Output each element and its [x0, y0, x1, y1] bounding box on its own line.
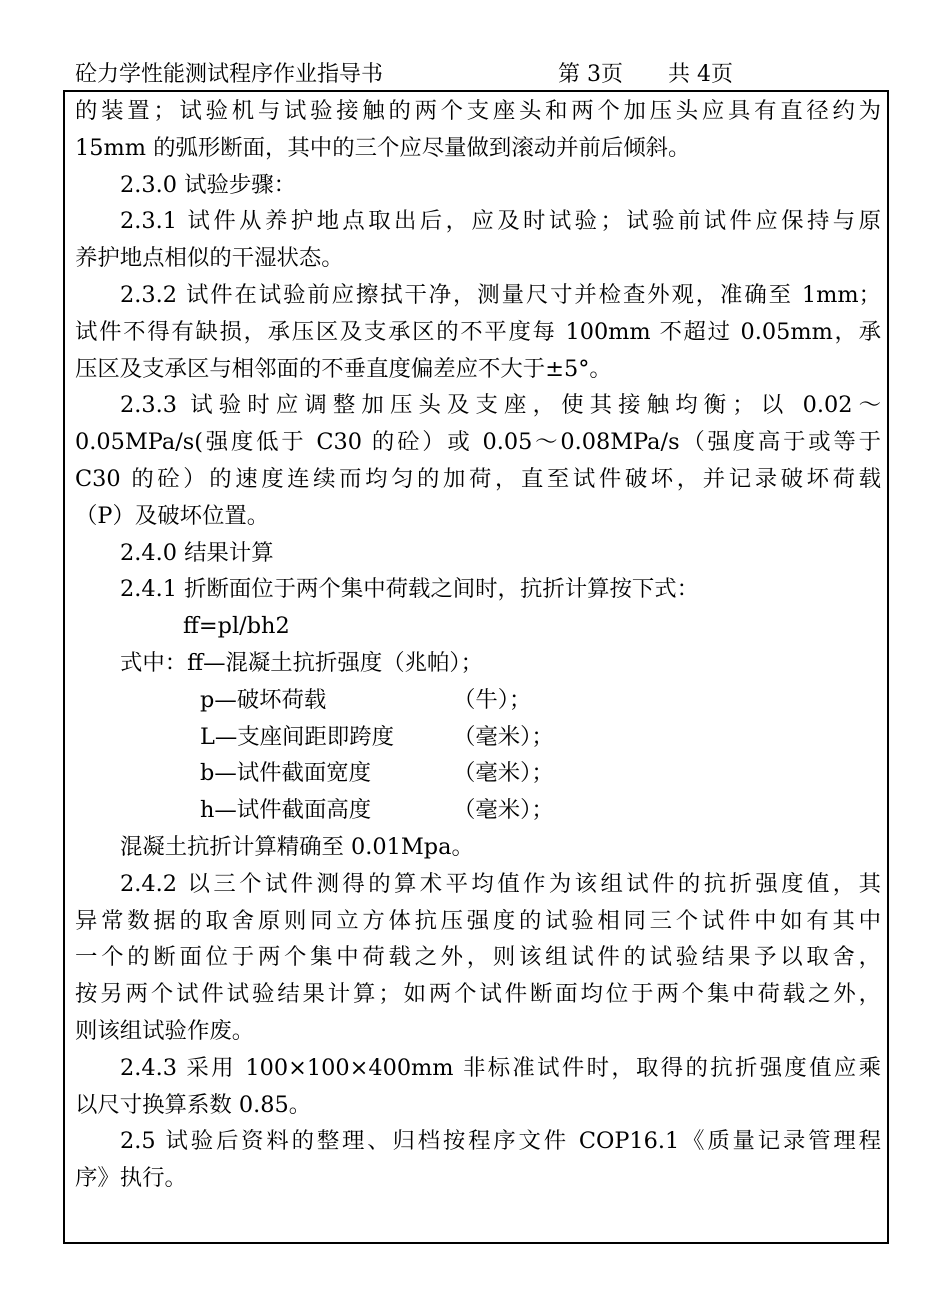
text-line: 异常数据的取舍原则同立方体抗压强度的试验相同三个试件中如有其中 — [75, 907, 881, 934]
page-number: 第 3页 — [558, 62, 623, 87]
symbol-unit: （牛）； — [453, 686, 532, 713]
symbol-row — [75, 755, 881, 792]
text-line: 15mm 的弧形断面，其中的三个应尽量做到滚动并前后倾斜。 — [75, 134, 691, 161]
section-heading: 2.4.0 结果计算 — [120, 539, 274, 566]
text-line: 2.5 试验后资料的整理、归档按程序文件 COP16.1《质量记录管理程 — [120, 1128, 881, 1155]
section-heading: 2.3.0 试验步骤： — [120, 171, 297, 198]
symbol-row — [75, 682, 881, 719]
text-line: 则该组试验作废。 — [75, 1017, 255, 1044]
text-line: 的装置；试验机与试验接触的两个支座头和两个加压头应具有直径约为 — [75, 98, 881, 124]
symbol-definition: b—试件截面宽度 — [200, 760, 372, 787]
document-body — [75, 93, 881, 1197]
symbol-definition: L—支座间距即跨度 — [200, 723, 394, 750]
text-line: （P）及破坏位置。 — [75, 502, 270, 529]
text-line: 一个的断面位于两个集中荷载之外，则该组试件的试验结果予以取舍， — [75, 944, 881, 971]
symbol-definition: h—试件截面高度 — [200, 797, 372, 824]
text-line: 式中：ff—混凝土抗折强度（兆帕）； — [120, 649, 483, 676]
text-line: 按另两个试件试验结果计算；如两个试件断面均位于两个集中荷载之外， — [75, 981, 881, 1008]
text-line: 混凝土抗折计算精确至 0.01Mpa。 — [120, 833, 474, 860]
symbol-unit: （毫米）； — [453, 797, 554, 824]
page-header — [75, 58, 895, 92]
text-line: C30 的砼）的速度连续而均匀的加荷，直至试件破坏，并记录破坏荷载 — [75, 465, 881, 492]
symbol-definition: p—破坏荷载 — [200, 686, 327, 713]
text-line: 压区及支承区与相邻面的不垂直度偏差应不大于±5°。 — [75, 355, 612, 382]
text-line: 2.3.3 试验时应调整加压头及支座，使其接触均衡；以 0.02～ — [120, 392, 881, 419]
text-line: 2.3.2 试件在试验前应擦拭干净，测量尺寸并检查外观，准确至 1mm； — [120, 281, 881, 308]
text-line: 0.05MPa/s(强度低于 C30 的砼）或 0.05～0.08MPa/s（强度高于或等于 — [75, 429, 881, 456]
symbol-unit: （毫米）； — [453, 723, 554, 750]
symbol-row — [75, 792, 881, 829]
text-line: 以尺寸换算系数 0.85。 — [75, 1091, 312, 1118]
symbol-row — [75, 719, 881, 756]
formula: ff=pl/bh2 — [183, 613, 290, 640]
text-line: 2.4.1 折断面位于两个集中荷载之间时，抗折计算按下式： — [120, 576, 700, 603]
text-line: 序》执行。 — [75, 1165, 187, 1192]
symbol-unit: （毫米）； — [453, 760, 554, 787]
text-line: 养护地点相似的干湿状态。 — [75, 245, 344, 272]
text-line: 试件不得有缺损，承压区及支承区的不平度每 100mm 不超过 0.05mm，承 — [75, 318, 881, 345]
text-line: 2.4.3 采用 100×100×400mm 非标准试件时，取得的抗折强度值应乘 — [120, 1054, 881, 1081]
content-frame — [63, 90, 889, 1244]
document-title: 砼力学性能测试程序作业指导书 — [75, 62, 384, 87]
page-total: 共 4页 — [668, 62, 733, 87]
text-line: 2.3.1 试件从养护地点取出后，应及时试验；试验前试件应保持与原 — [120, 208, 881, 235]
text-line: 2.4.2 以三个试件测得的算术平均值作为该组试件的抗折强度值，其 — [120, 870, 881, 897]
